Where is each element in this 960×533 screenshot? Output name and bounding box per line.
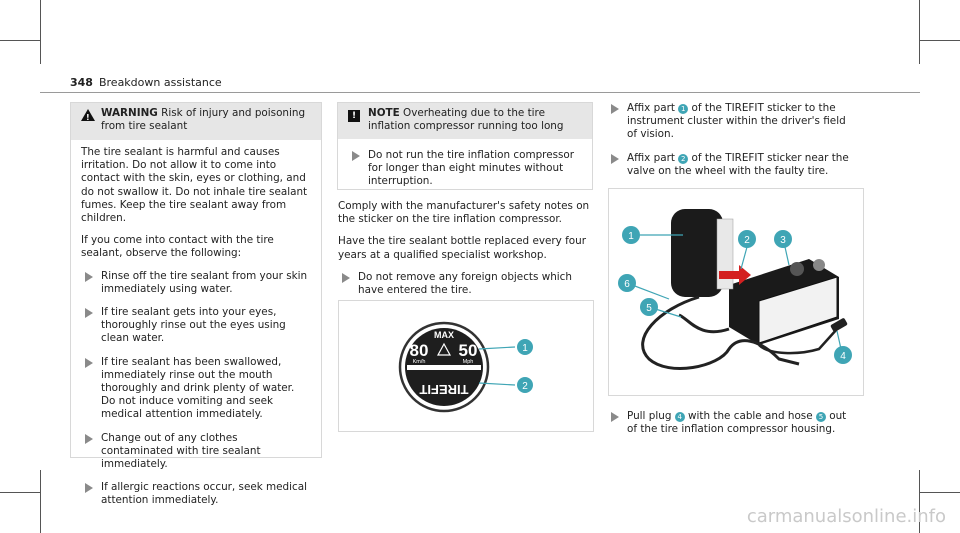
part-badge: 5: [816, 412, 826, 422]
part-badge: 2: [678, 154, 688, 164]
callout-number: 2: [522, 381, 528, 392]
right-step: Affix part 2 of the TIREFIT sticker near the valve on the wheel with the faulty tire.: [607, 152, 852, 178]
crop-mark: [0, 492, 40, 493]
step-arrow-icon: [85, 483, 93, 493]
step-arrow-icon: [85, 358, 93, 368]
step-arrow-icon: [352, 151, 360, 161]
note-title: Overheating due to the tire inflation compressor running too long: [368, 107, 564, 133]
note-icon: !: [348, 110, 360, 122]
crop-mark: [920, 40, 960, 41]
step-arrow-icon: [611, 154, 619, 164]
crop-mark: [40, 0, 41, 64]
header-divider: [40, 92, 920, 93]
step-arrow-icon: [85, 272, 93, 282]
right-step: Affix part 1 of the TIREFIT sticker to the instrument cluster within the driver's field of vision.: [607, 102, 852, 142]
sticker-speed-kmh: 80: [409, 341, 429, 360]
tirefit-sticker-figure: [338, 300, 594, 432]
warning-label: WARNING: [101, 107, 158, 119]
middle-paragraph: Comply with the manufacturer's safety notes on the sticker on the tire inflation compressor.: [338, 200, 590, 226]
warning-step: Change out of any clothes contaminated with tire sealant immediately.: [81, 432, 311, 472]
warning-paragraph: The tire sealant is harmful and causes irritation. Do not allow it to come into contact with the skin, eyes or clothing, and do not swallow it. Do not inhale tire sealant fumes. Keep the tire sealant away from children.: [81, 146, 308, 225]
middle-step: Do not remove any foreign objects which have entered the tire.: [338, 271, 594, 297]
crop-mark: [0, 40, 40, 41]
sticker-unit-kmh: Km/h: [412, 359, 426, 365]
step-arrow-icon: [611, 412, 619, 422]
sticker-unit-mph: Mph: [462, 359, 474, 365]
warning-box: [70, 102, 322, 507]
callout-number: 4: [840, 351, 846, 362]
callout-number: 3: [780, 235, 786, 246]
callout-number: 5: [646, 303, 652, 314]
sticker-brand-mirrored: TIREFIT: [419, 382, 469, 397]
warning-step: If tire sealant has been swallowed, immediately rinse out the mouth thoroughly and drink plenty of water. Do not induce vomiting and seek medical attention immediately.: [81, 356, 311, 422]
page-number: 348: [70, 76, 93, 89]
step-arrow-icon: [611, 104, 619, 114]
sticker-max-label: MAX: [434, 330, 454, 340]
sticker-speed-mph: 50: [458, 341, 478, 360]
crop-mark: [919, 0, 920, 64]
step-arrow-icon: [342, 273, 350, 283]
warning-paragraph: If you come into contact with the tire sealant, observe the following:: [81, 234, 274, 260]
note-step: Do not run the tire inflation compressor for longer than eight minutes without interruption.: [348, 149, 582, 189]
middle-paragraph: Have the tire sealant bottle replaced every four years at a qualified specialist workshop.: [338, 235, 586, 261]
part-badge: 1: [678, 104, 688, 114]
right-step: Pull plug 4 with the cable and hose 5 out of the tire inflation compressor housing.: [607, 410, 852, 436]
final-step-block: [607, 410, 852, 446]
part-badge: 4: [675, 412, 685, 422]
section-title: Breakdown assistance: [98, 76, 222, 89]
step-arrow-icon: [85, 434, 93, 444]
callout-number: 2: [744, 235, 750, 246]
callout-number: 1: [522, 343, 528, 354]
page-header: [70, 76, 222, 89]
warning-step: Rinse off the tire sealant from your skin immediately using water.: [81, 270, 311, 296]
crop-mark: [40, 470, 41, 533]
warning-header: ! WARNING Risk of injury and poisoning from tire sealant: [71, 103, 321, 140]
right-steps: [607, 102, 852, 188]
warning-title: Risk of injury and poisoning from tire sealant: [101, 107, 306, 133]
step-arrow-icon: [85, 308, 93, 318]
note-header: [338, 103, 592, 139]
callout-number: 6: [624, 279, 630, 290]
note-box: [337, 102, 593, 190]
tirefit-kit-figure: [608, 188, 864, 396]
crop-mark: [920, 492, 960, 493]
warning-step: If allergic reactions occur, seek medical attention immediately.: [81, 481, 311, 507]
tirefit-kit-illustration: [609, 189, 863, 395]
note-label: NOTE: [368, 107, 400, 119]
warning-step: If tire sealant gets into your eyes, thoroughly rinse out the eyes using clean water.: [81, 306, 311, 346]
tirefit-sticker-illustration: [339, 301, 593, 431]
watermark: carmanualsonline.info: [746, 506, 946, 527]
callout-number: 1: [628, 231, 634, 242]
middle-text: [338, 200, 594, 307]
